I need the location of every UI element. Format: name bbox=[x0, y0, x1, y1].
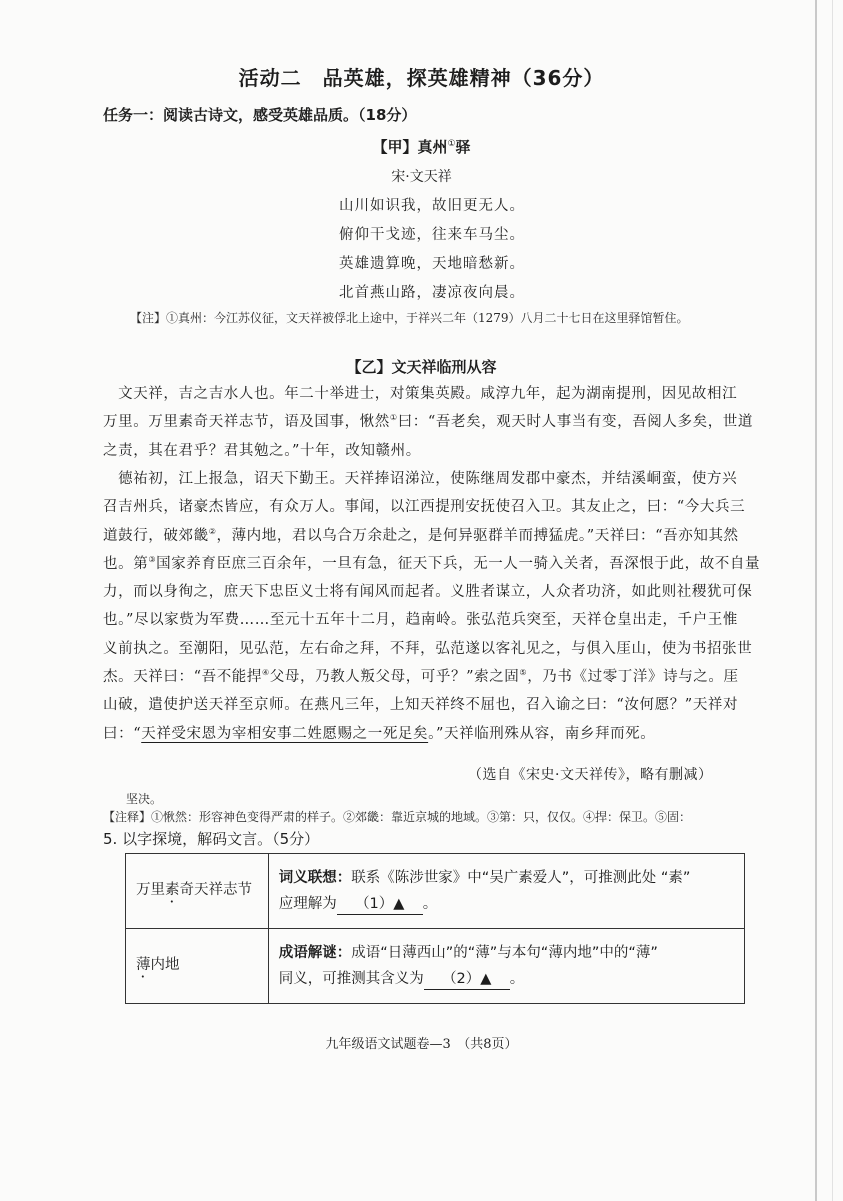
prose-text: 父母，乃教人叛父母，可乎？”索之固 bbox=[269, 669, 520, 685]
table-row bbox=[126, 929, 745, 1004]
prose-line bbox=[103, 722, 655, 743]
prose-line bbox=[103, 524, 739, 545]
prose-text: 国家养育臣庶三百余年，一旦有急，征天下兵，无一人一骑入关者，吾深恨于此，故不自量 bbox=[156, 555, 761, 572]
footnote-marker: ① bbox=[389, 413, 398, 423]
table-cell-task: 成语解谜：成语“日薄西山”的“薄”与本句“薄内地”中的“薄” 同义，可推测其含义为 （2）▲ 。 bbox=[268, 929, 744, 1004]
poem-title bbox=[0, 136, 843, 157]
answer-blank-2[interactable]: （2）▲ bbox=[424, 969, 510, 990]
phrase-text: 内地 bbox=[150, 956, 180, 973]
footnote-marker: ⑤ bbox=[519, 668, 528, 678]
task-text: 同义，可推测其含义为 bbox=[278, 971, 424, 987]
prose-text: 也。”尽以家赀为军费……至元十五年十二月，趋南岭。张弘范兵突至，天祥仓皇出走，千户王惟 bbox=[103, 612, 738, 629]
poem-line: 俯仰干戈迹，往来车马尘。 bbox=[339, 227, 525, 243]
question-5-stem: 5. 以字探境，解码文言。（5分） bbox=[103, 830, 320, 848]
prose-text: 也。第 bbox=[103, 555, 149, 572]
prose-title: 【乙】文天祥临刑从容 bbox=[346, 358, 497, 376]
prose-text: 山破，遣使护送天祥至京师。在燕凡三年，上知天祥终不屈也，召入谕之曰：“汝何愿？”天祥对 bbox=[103, 697, 739, 714]
prose-text: 之责，其在君乎？君其勉之。”十年，改知赣州。 bbox=[103, 442, 421, 459]
prose-text: ，薄内地，君以乌合万余赴之，是何异驱群羊而搏猛虎。”天祥曰：“吾亦知其然 bbox=[216, 527, 739, 544]
poem-title-suffix: 驿 bbox=[455, 138, 471, 156]
prose-text: 力，而以身徇之，庶天下忠臣义士将有闻风而起者。义胜者谋立，人众者功济，如此则社稷犹可保 bbox=[103, 584, 753, 601]
prose-line bbox=[103, 665, 739, 686]
poem-title-prefix: 【甲】真州 bbox=[372, 138, 448, 156]
footnote-marker: ③ bbox=[148, 554, 157, 564]
phrase-marked-char: 素 bbox=[165, 881, 180, 898]
task-text: 成语“日薄西山”的“薄”与本句“薄内地”中的“薄” bbox=[351, 945, 658, 961]
prose-line bbox=[103, 410, 753, 431]
footnote-marker: ② bbox=[208, 526, 217, 536]
task-text: 联系《陈涉世家》中“吴广素爱人”，可推测此处 “素” bbox=[351, 870, 691, 886]
prose-text: ，乃书《过零丁洋》诗与之。厓 bbox=[527, 669, 739, 685]
prose-source: （选自《宋史·文天祥传》，略有删减） bbox=[468, 767, 713, 783]
phrase-text: 奇天祥志节 bbox=[179, 881, 252, 898]
prose-line bbox=[103, 439, 421, 460]
underlined-sentence: 天祥受宋恩为宰相安事二姓愿赐之一死足矣 bbox=[141, 725, 429, 742]
table-cell-phrase bbox=[126, 929, 269, 1004]
prose-line bbox=[103, 467, 737, 488]
poem-note: 【注】①真州：今江苏仪征，文天祥被俘北上途中，于祥兴二年（1279）八月二十七日在这里驿馆暂住。 bbox=[130, 311, 689, 325]
question-5-table bbox=[125, 853, 745, 1004]
prose-line bbox=[103, 552, 760, 573]
table-row bbox=[126, 854, 745, 929]
answer-blank-1[interactable]: （1）▲ bbox=[337, 894, 423, 915]
prose-text: 文天祥，吉之吉水人也。年二十举进士，对策集英殿。咸淳九年，起为湖南提刑，因见故相江 bbox=[103, 386, 738, 402]
prose-text: 义前执之。至潮阳，见弘范，左右命之拜，不拜，弘范遂以客礼见之，与俱入厓山，使为书招张世 bbox=[103, 640, 753, 657]
task-label: 成语解谜： bbox=[278, 945, 352, 961]
task-text: 应理解为 bbox=[278, 896, 337, 912]
prose-line bbox=[103, 637, 752, 658]
prose-text: 。”天祥临刑殊从容，南乡拜而死。 bbox=[428, 725, 656, 742]
poem-author: 宋·文天祥 bbox=[391, 169, 452, 185]
prose-text: 德祐初，江上报急，诏天下勤王。天祥捧诏涕泣，使陈继周发郡中豪杰，并结溪峒蛮，使方兴 bbox=[103, 470, 738, 487]
prose-line bbox=[103, 382, 737, 403]
poem-footnote-marker: ① bbox=[447, 139, 456, 149]
task-title: 任务一：阅读古诗文，感受英雄品质。（18分） bbox=[103, 106, 417, 124]
poem-line: 山川如识我，故旧更无人。 bbox=[339, 198, 525, 214]
activity-title: 活动二 品英雄，探英雄精神（36分） bbox=[238, 66, 605, 90]
prose-note-line: 坚决。 bbox=[126, 792, 163, 806]
prose-text: 召吉州兵，诸豪杰皆应，有众万人。事闻，以江西提刑安抚使召入卫。其友止之，曰：“今大兵三 bbox=[103, 499, 746, 516]
footnote-marker: ④ bbox=[262, 668, 270, 678]
prose-line bbox=[103, 580, 752, 601]
prose-text: 万里。万里素奇天祥志节，语及国事，愀然 bbox=[103, 414, 390, 431]
task-label: 词义联想： bbox=[278, 870, 352, 886]
prose-text: 道鼓行，破郊畿 bbox=[103, 527, 209, 544]
poem-line: 英雄遗算晚，天地暗愁新。 bbox=[339, 256, 525, 272]
prose-text: 杰。天祥曰：“吾不能捍 bbox=[103, 669, 263, 685]
prose-note-line: 【注释】①愀然：形容神色变得严肃的样子。②郊畿：靠近京城的地域。③第：只，仅仅。④捍：保卫。⑤固： bbox=[103, 810, 692, 824]
page-footer: 九年级语文试题卷—3 （共8页） bbox=[325, 1037, 518, 1052]
prose-line bbox=[103, 495, 745, 516]
prose-line bbox=[103, 693, 738, 714]
table-cell-task: 词义联想：联系《陈涉世家》中“吴广素爱人”，可推测此处 “素” 应理解为 （1）▲ 。 bbox=[268, 854, 744, 929]
poem-line: 北首燕山路，凄凉夜向晨。 bbox=[339, 285, 525, 301]
prose-text: 曰：“吾老矣，观天时人事当有变，吾阅人多矣，世道 bbox=[397, 414, 753, 431]
prose-line bbox=[103, 608, 738, 629]
phrase-text: 万里 bbox=[136, 881, 165, 898]
phrase-marked-char: 薄 bbox=[136, 956, 151, 973]
table-cell-phrase bbox=[126, 854, 269, 929]
prose-text: 曰：“ bbox=[103, 725, 142, 742]
